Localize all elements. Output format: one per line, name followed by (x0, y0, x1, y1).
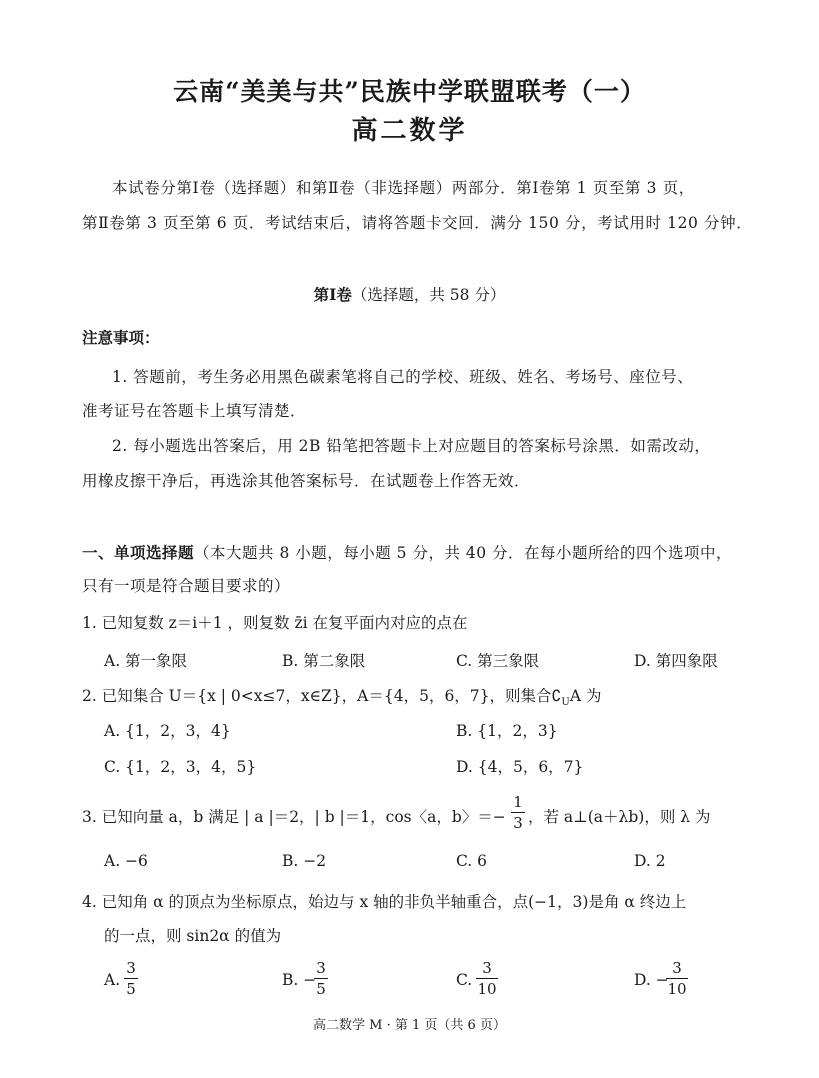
q2-stem (82, 684, 601, 708)
q4-option-a-fraction (124, 959, 138, 998)
q4-option-b-fraction (314, 959, 328, 998)
intro-line-2: 第Ⅱ卷第 3 页至第 6 页．考试结束后，请将答题卡交回．满分 150 分，考试用时 120 分钟． (82, 214, 753, 232)
exam-subject: 高二数学 (351, 116, 468, 146)
q3-fraction-numerator: 1 (513, 793, 523, 811)
section1-desc-line-1: （本大题共 8 小题，每小题 5 分，共 40 分．在每小题所给的四个选项中， (194, 544, 733, 562)
q4-option-d-denominator: 10 (667, 980, 687, 998)
q3-stem-post: ，若 a⊥(a＋λb)，则 λ 为 (528, 808, 711, 826)
q1-option-d: D. 第四象限 (634, 652, 718, 670)
intro-line-1: 本试卷分第Ⅰ卷（选择题）和第Ⅱ卷（非选择题）两部分．第Ⅰ卷第 1 页至第 3 页， (112, 179, 695, 197)
q1-stem: 1. 已知复数 z＝i＋1 ，则复数 z̄i 在复平面内对应的点在 (82, 614, 468, 632)
q4-option-d-bar (666, 978, 688, 979)
q2-option-d: D. {4，5，6，7} (456, 758, 584, 776)
q4-option-b-bar (314, 978, 328, 979)
notice-item-1-line-1: 1. 答题前，考生务必用黑色碳素笔将自己的学校、班级、姓名、考场号、座位号、 (112, 368, 694, 386)
q3-fraction-bar (511, 812, 525, 813)
q4-option-a-label: A. (104, 971, 121, 989)
q2-option-c: C. {1，2，3，4，5} (104, 758, 257, 776)
notice-item-1-line-2: 准考证号在答题卡上填写清楚． (82, 402, 307, 420)
notice-heading: 注意事项： (82, 328, 160, 347)
q1-option-c: C. 第三象限 (456, 652, 540, 670)
q4-option-c-denominator: 10 (477, 980, 497, 998)
q4-stem-line-1: 4. 已知角 α 的顶点为坐标原点，始边与 x 轴的非负半轴重合，点(−1，3)是角 α 终边上 (82, 893, 687, 911)
q3-stem-pre: 3. 已知向量 a，b 满足 | a |＝2，| b |＝1，cos〈a，b〉＝− (82, 808, 506, 826)
q2-stem-main: 2. 已知集合 U＝{x | 0<x≤7，x∈Z}，A＝{4，5，6，7}，则集合∁ (82, 687, 562, 705)
page-footer: 高二数学 M · 第 1 页（共 6 页） (313, 1018, 506, 1033)
q1-option-b: B. 第二象限 (282, 652, 366, 670)
q3-option-a: A. −6 (104, 852, 148, 870)
q4-stem-line-2: 的一点，则 sin2α 的值为 (104, 927, 282, 945)
notice-item-2-line-2: 用橡皮擦干净后，再选涂其他答案标号．在试题卷上作答无效． (82, 472, 531, 490)
exam-title: 云南“美美与共”民族中学联盟联考（一） (173, 77, 646, 106)
section1-heading: 一、单项选择题 (82, 543, 195, 562)
q4-option-d-numerator: 3 (672, 959, 682, 977)
q4-option-c-bar (476, 978, 498, 979)
q4-option-d-fraction (666, 959, 688, 998)
q4-option-a-bar (124, 978, 138, 979)
q4-option-c-label: C. (456, 971, 473, 989)
q1-option-a: A. 第一象限 (104, 652, 188, 670)
section1-heading-line (82, 541, 732, 563)
q3-option-c: C. 6 (456, 852, 488, 870)
q2-option-b: B. {1，2，3} (456, 722, 558, 740)
part1-heading (0, 283, 819, 305)
q2-stem-tail: A 为 (569, 687, 602, 705)
part1-heading-rest: （选择题，共 58 分） (351, 286, 506, 304)
notice-item-2-line-1: 2. 每小题选出答案后，用 2B 铅笔把答题卡上对应题目的答案标号涂黑．如需改动， (112, 437, 711, 455)
q3-option-b: B. −2 (282, 852, 327, 870)
q2-option-a: A. {1，2，3，4} (104, 722, 231, 740)
q4-option-a-denominator: 5 (126, 980, 136, 998)
section1-desc-line-2: 只有一项是符合题目要求的） (82, 577, 291, 595)
q4-option-b-denominator: 5 (316, 980, 326, 998)
q4-option-d-label: D. − (634, 971, 669, 989)
q3-fraction-denominator: 3 (513, 814, 523, 832)
part1-heading-bold: 第Ⅰ卷 (313, 285, 352, 304)
q4-option-a-numerator: 3 (126, 959, 136, 977)
q3-fraction (511, 793, 525, 832)
q2-complement-subscript: U (561, 697, 570, 709)
q4-option-b-label: B. − (282, 971, 317, 989)
q4-option-c-numerator: 3 (482, 959, 492, 977)
q3-option-d: D. 2 (634, 852, 666, 870)
q4-option-c-fraction (476, 959, 498, 998)
q4-option-b-numerator: 3 (316, 959, 326, 977)
